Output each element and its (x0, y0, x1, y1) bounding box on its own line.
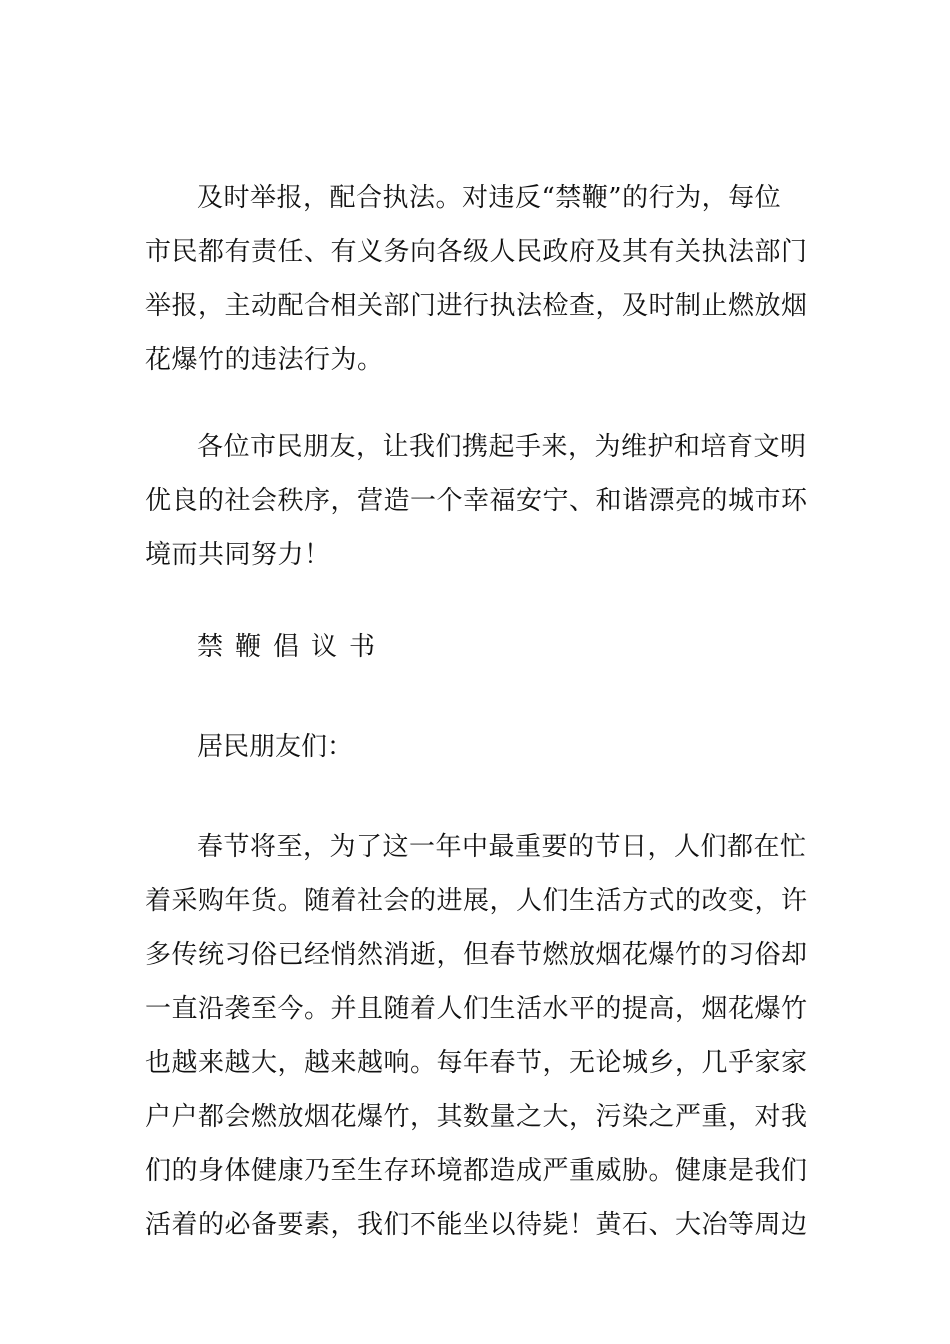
text-line: 各位市民朋友，让我们携起手来，为维护和培育文明 (197, 432, 807, 462)
text-line: 优良的社会秩序，营造一个幸福安宁、和谐漂亮的城市环 (145, 486, 808, 516)
text-line: 们的身体健康乃至生存环境都造成严重威胁。健康是我们 (145, 1156, 808, 1186)
text-line: 境而共同努力！ (145, 540, 331, 570)
text-line: 举报，主动配合相关部门进行执法检查，及时制止燃放烟 (145, 291, 808, 321)
paragraph-report-violations (145, 171, 810, 387)
paragraph-spring-festival (145, 820, 810, 1252)
text-line: 也越来越大，越来越响。每年春节，无论城乡，几乎家家 (145, 1048, 808, 1078)
text-line: 着采购年货。随着社会的进展，人们生活方式的改变，许 (145, 886, 808, 916)
document-title: 禁鞭倡议书 (197, 632, 388, 662)
paragraph-call-to-action (145, 420, 810, 582)
text-line: 户户都会燃放烟花爆竹，其数量之大，污染之严重，对我 (145, 1102, 808, 1132)
text-line: 多传统习俗已经悄然消逝，但春节燃放烟花爆竹的习俗却 (145, 940, 808, 970)
text-line: 春节将至，为了这一年中最重要的节日，人们都在忙 (197, 832, 807, 862)
text-line: 活着的必备要素，我们不能坐以待毙！黄石、大冶等周边 (145, 1210, 808, 1240)
text-line: 一直沿袭至今。并且随着人们生活水平的提高，烟花爆竹 (145, 994, 808, 1024)
text-line: 及时举报，配合执法。对违反“禁鞭”的行为，每位 (197, 183, 782, 213)
salutation: 居民朋友们： (197, 732, 354, 762)
text-line: 花爆竹的违法行为。 (145, 345, 384, 375)
text-line: 市民都有责任、有义务向各级人民政府及其有关执法部门 (145, 237, 808, 267)
